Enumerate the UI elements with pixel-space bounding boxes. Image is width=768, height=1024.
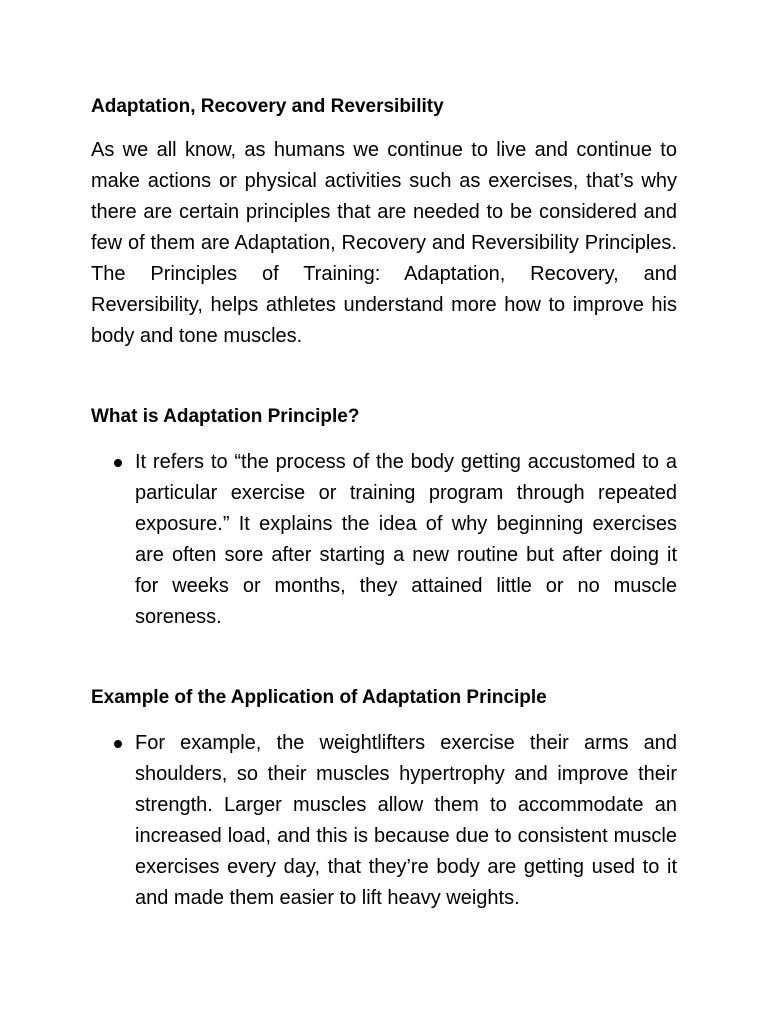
bullet-dot-icon: [114, 740, 122, 748]
intro-paragraph: As we all know, as humans we continue to live and continue to make actions or physical activities such as exercises, that’s why there are certain principles that are needed to be considered and few of them are Adaptation, Recovery and Reversibility Principles. The Principles of Training: Adaptation, Recovery, and Reversibility, helps athletes understand more how to improve his body and tone muscles.: [91, 139, 677, 347]
section-heading-application-example: Example of the Application of Adaptation Principle: [91, 687, 547, 708]
list-item: [91, 728, 677, 914]
bullet-list-adaptation-principle: [91, 447, 677, 633]
bullet-list-application-example: [91, 728, 677, 914]
list-item: [91, 447, 677, 633]
document-title: Adaptation, Recovery and Reversibility: [91, 96, 444, 117]
section-heading-adaptation-principle: What is Adaptation Principle?: [91, 406, 360, 427]
bullet-text: It refers to “the process of the body getting accustomed to a particular exercise or training program through repeated exposure.” It explains the idea of why beginning exercises are often sore after starting a new routine but after doing it for weeks or months, they attained little or no muscle soreness.: [135, 451, 677, 628]
document-page: [91, 96, 677, 914]
bullet-text: For example, the weightlifters exercise their arms and shoulders, so their muscles hypertrophy and improve their strength. Larger muscles allow them to accommodate an increased load, and this is because due to consistent muscle exercises every day, that they’re body are getting used to it and made them easier to lift heavy weights.: [135, 732, 677, 909]
bullet-dot-icon: [114, 459, 122, 467]
